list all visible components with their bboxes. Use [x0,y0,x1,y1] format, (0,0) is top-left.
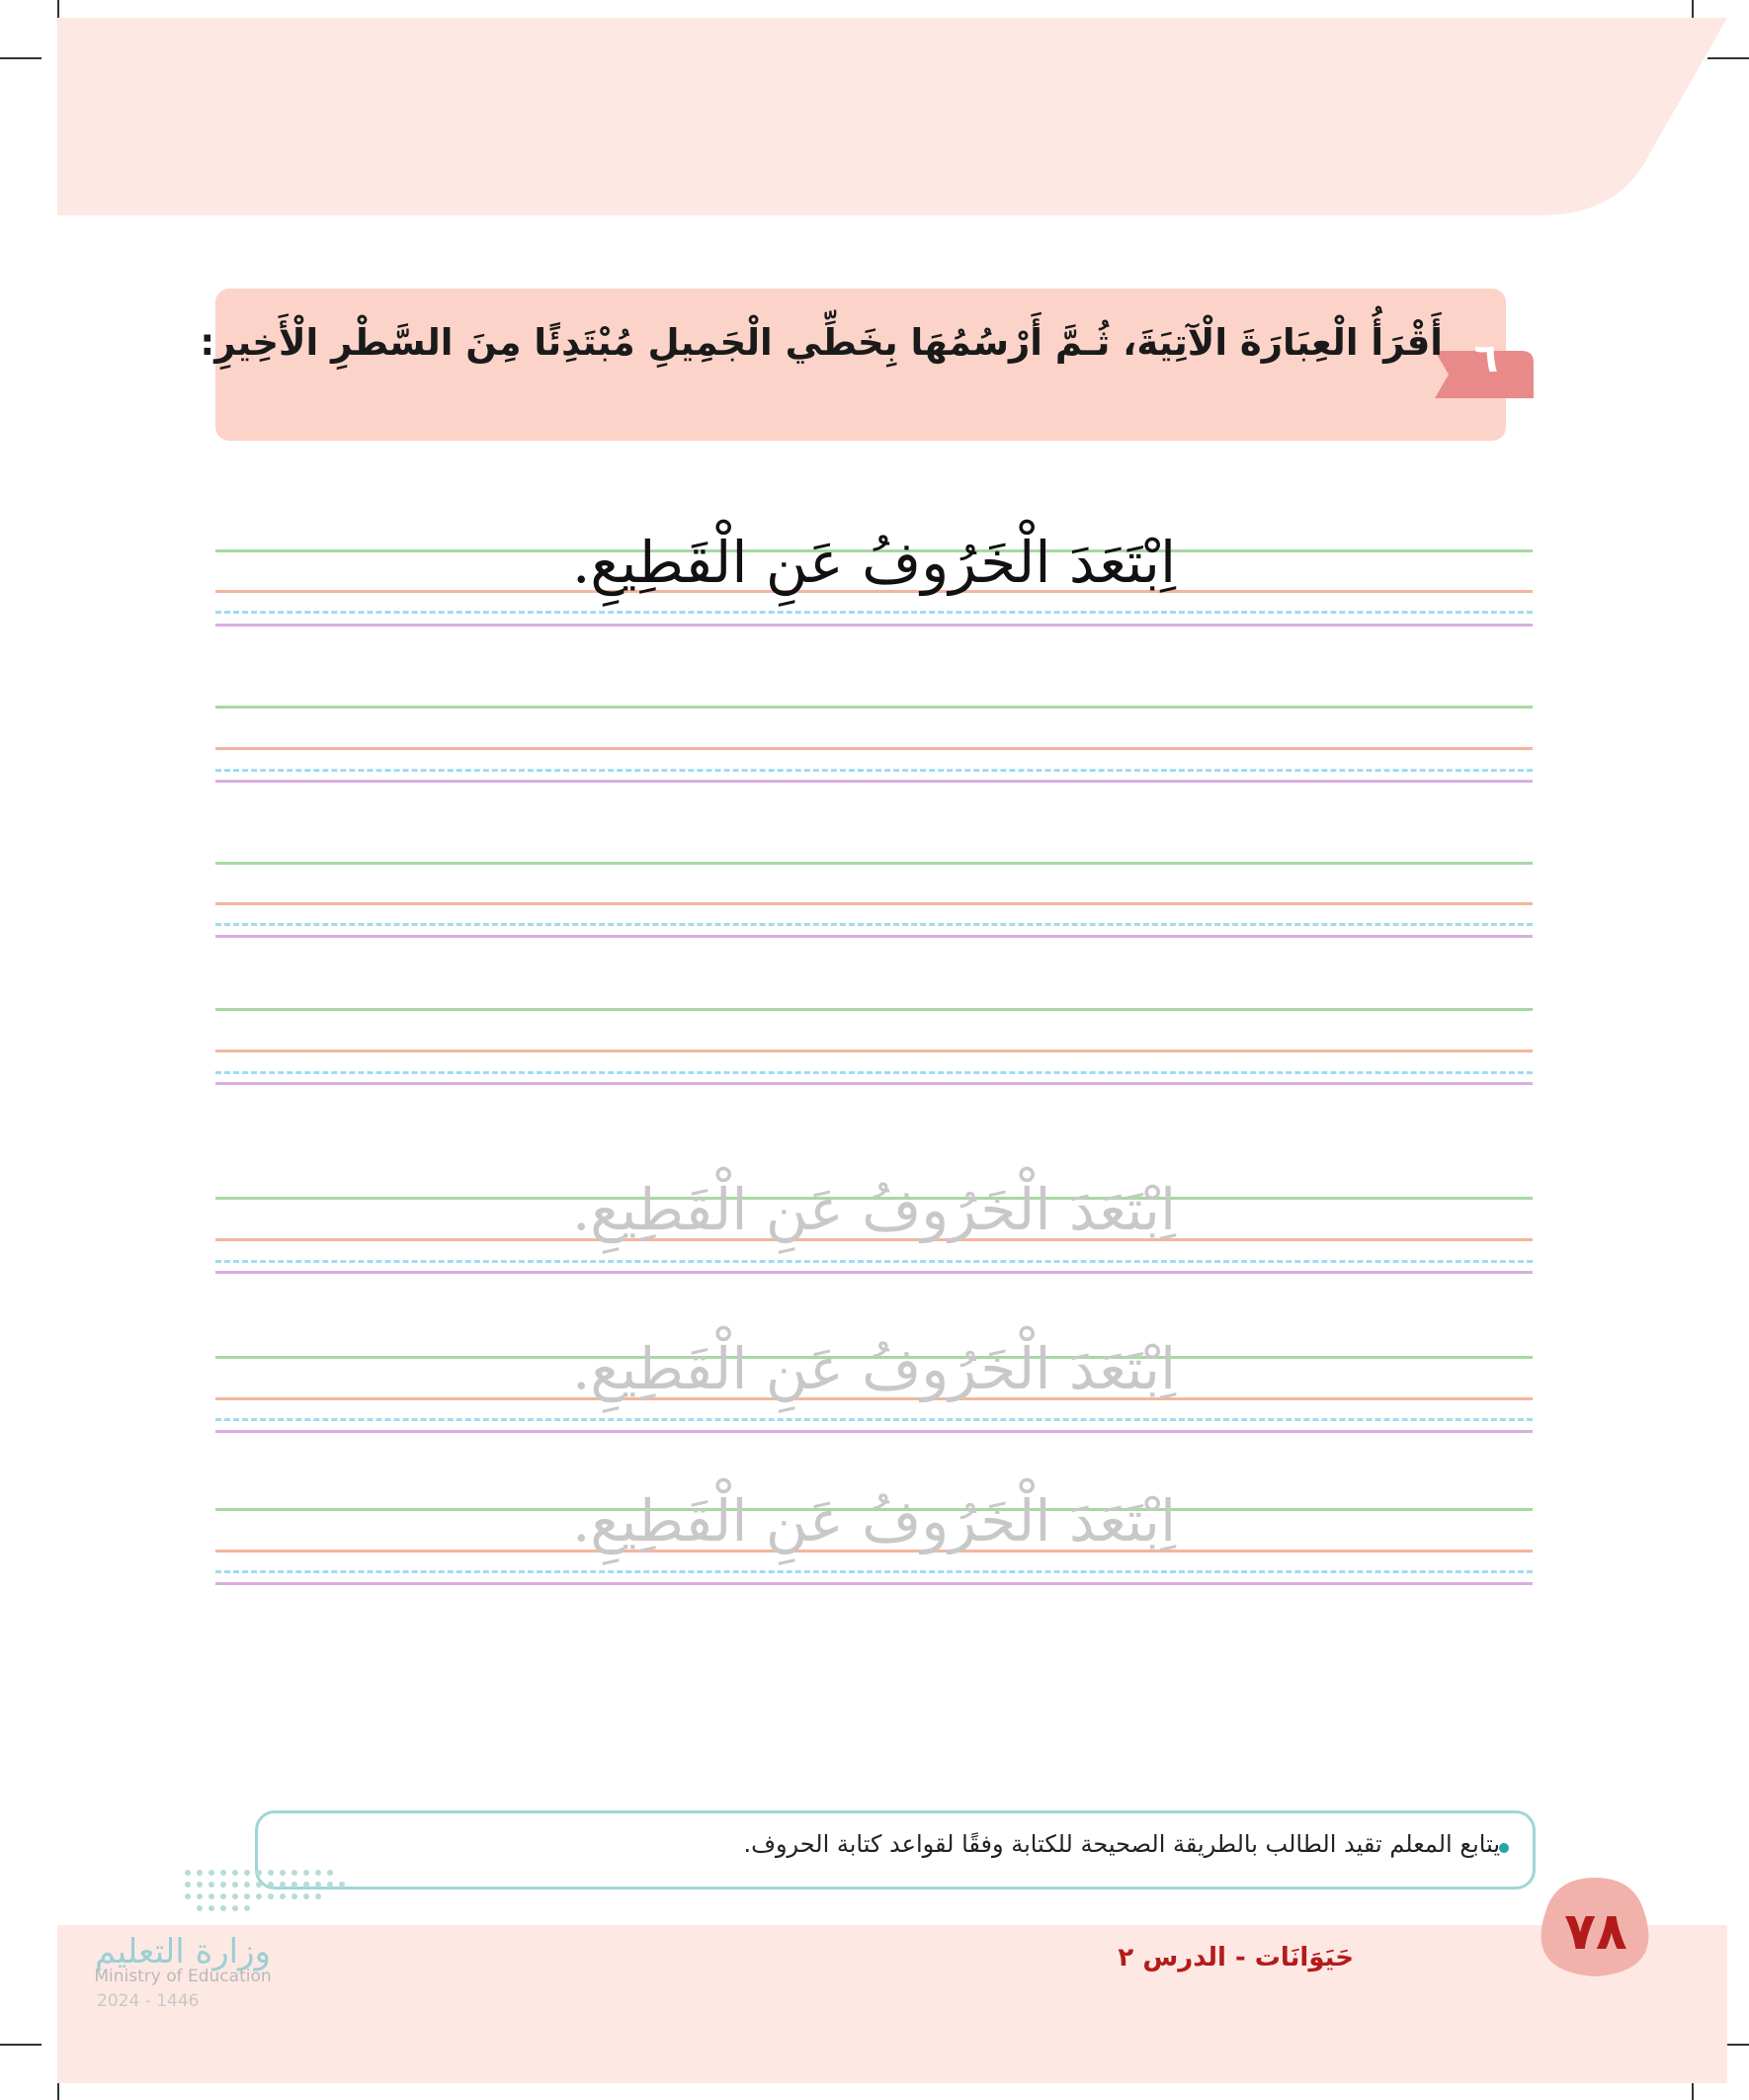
guide-line [215,1570,1533,1573]
writing-line[interactable] [215,935,1533,938]
trace-phrase[interactable]: اِبْتَعَدَ الْخَرُوفُ عَنِ الْقَطِيعِ. [571,1335,1177,1402]
writing-line[interactable] [215,780,1533,783]
ministry-logo-icon [178,1863,356,1912]
model-phrase: اِبْتَعَدَ الْخَرُوفُ عَنِ الْقَطِيعِ. [571,529,1177,596]
writing-line[interactable] [215,706,1533,709]
writing-line[interactable] [215,747,1533,750]
footer-band [57,1925,1727,2083]
writing-line[interactable] [215,1050,1533,1052]
writing-line[interactable] [215,862,1533,865]
trace-phrase[interactable]: اِبْتَعَدَ الْخَرُوفُ عَنِ الْقَطِيعِ. [571,1487,1177,1554]
guide-line [215,1430,1533,1433]
ministry-name-en: Ministry of Education [94,1967,272,1986]
writing-line[interactable] [215,1071,1533,1074]
exercise-number: ٦ [1473,336,1499,381]
guide-line [215,1418,1533,1421]
ministry-name-ar: وزارة التعليم [95,1932,271,1972]
writing-line[interactable] [215,1082,1533,1085]
guide-line [215,611,1533,614]
guide-line [215,1582,1533,1585]
trace-phrase[interactable]: اِبْتَعَدَ الْخَرُوفُ عَنِ الْقَطِيعِ. [571,1176,1177,1243]
instruction-box [215,289,1506,441]
writing-line[interactable] [215,1008,1533,1011]
top-banner [57,18,1727,215]
teacher-note: يتابع المعلم تقيد الطالب بالطريقة الصحيحة للكتابة وفقًا لقواعد كتابة الحروف. [743,1830,1500,1858]
edition-year: 2024 - 1446 [97,1991,200,2011]
instruction-text: أَقْرَأُ الْعِبَارَةَ الْآتِيَةَ، ثُـمَّ أَرْسُمُهَا بِخَطِّي الْجَمِيلِ مُبْتَدِئًا مِنَ السَّطْرِ الْأَخِيرِ: [200,321,1443,364]
unit-title: حَيَوَانَات - الدرس ٢ [1118,1943,1354,1973]
crop-mark [0,57,42,59]
writing-line[interactable] [215,769,1533,772]
guide-line [215,624,1533,627]
guide-line [215,1260,1533,1263]
guide-line [215,1271,1533,1274]
page-number: ٧٨ [1564,1902,1627,1962]
crop-mark [0,2044,42,2046]
writing-line[interactable] [215,902,1533,905]
writing-line[interactable] [215,923,1533,926]
